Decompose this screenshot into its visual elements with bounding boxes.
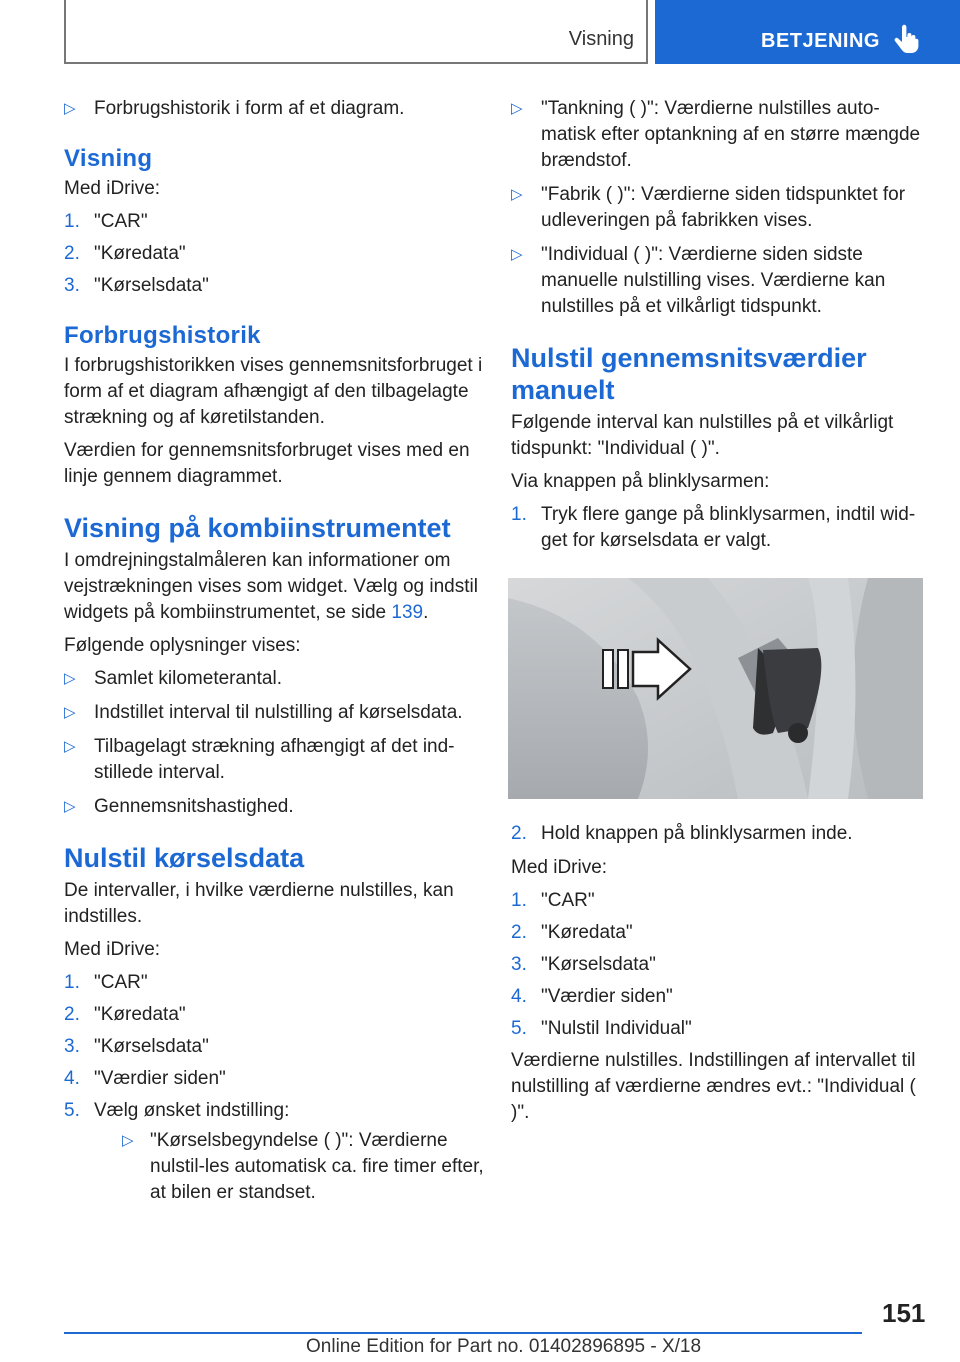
- list-item: 5. "Nulstil Individual": [511, 1018, 692, 1039]
- lever-illustration-svg: [508, 578, 923, 799]
- heading-nulstil-korselsdata: Nulstil kørselsdata: [64, 843, 305, 873]
- footer-edition-text: Online Edition for Part no. 01402896895 - X/18: [306, 1336, 702, 1357]
- list-item: 3. "Kørselsdata": [64, 1036, 209, 1057]
- bullet-item: ▷ Gennemsnitshastighed.: [64, 794, 484, 820]
- turn-signal-lever-illustration: [508, 578, 923, 799]
- list-item: 1. "CAR": [64, 972, 148, 993]
- bullet-marker-icon: ▷: [64, 704, 76, 721]
- heading-kombiinstrument: Visning på kombiinstrumentet: [64, 513, 451, 543]
- list-item: 2. Hold knappen på blinklysarmen inde.: [511, 823, 853, 844]
- bullet-item: ▷ Tilbagelagt strækning afhængigt af det ind-stillede interval.: [64, 736, 455, 783]
- paragraph: Via knappen på blinklysarmen:: [511, 471, 770, 492]
- list-item: 2. "Køredata": [64, 1004, 186, 1025]
- heading-nulstil-manuelt: Nulstil gennemsnitsværdier manuelt: [511, 343, 867, 405]
- footer-divider: [64, 1332, 862, 1334]
- step-list: [64, 209, 484, 299]
- bullet-marker-icon: ▷: [64, 798, 76, 815]
- list-item: 3. "Kørselsdata": [511, 954, 656, 975]
- step-list: [511, 888, 923, 1042]
- list-item: 5. Vælg ønsket indstilling: ▷ "Kørselsbegyndelse ( )": Værdierne nulstil-les automatisk ca. fire timer efter, at bilen er standset.: [64, 1098, 484, 1206]
- paragraph: Følgende interval kan nulstilles på et vilkårligt tidspunkt: "Individual ( )".: [511, 412, 894, 459]
- paragraph: I omdrejningstalmåleren kan informationer om vejstrækningen vises som widget. Vælg og indstil widgets på kombiinstrumentet, se side 139.: [64, 550, 478, 623]
- left-column: [64, 96, 484, 1214]
- right-column: [511, 96, 923, 1133]
- paragraph: Med iDrive:: [511, 857, 608, 878]
- bullet-item: ▷ Forbrugshistorik i form af et diagram.: [64, 96, 484, 122]
- sub-bullet-item: ▷ "Kørselsbegyndelse ( )": Værdierne nulstil-les automatisk ca. fire timer efter, at bilen er standset.: [122, 1130, 484, 1203]
- heading-forbrugshistorik: Forbrugshistorik: [64, 322, 261, 349]
- bullet-marker-icon: ▷: [64, 738, 76, 755]
- bullet-item: ▷ Samlet kilometerantal.: [64, 666, 484, 692]
- list-item: 1. "CAR": [511, 890, 595, 911]
- bullet-marker-icon: ▷: [64, 670, 76, 687]
- list-item: 2. "Køredata": [64, 243, 186, 264]
- bullet-marker-icon: ▷: [511, 246, 523, 263]
- page-link[interactable]: 139: [391, 602, 424, 623]
- list-item: 4. "Værdier siden": [511, 986, 673, 1007]
- chapter-tab-label: BETJENING: [761, 30, 880, 52]
- header-section-title: Visning: [568, 28, 634, 50]
- heading-visning: Visning: [64, 145, 153, 172]
- list-item: 1. Tryk flere gange på blinklysarmen, indtil wid-get for kørselsdata er valgt.: [511, 504, 916, 551]
- bullet-marker-icon: ▷: [122, 1132, 134, 1149]
- hand-pointer-icon: [893, 24, 919, 54]
- paragraph: Med iDrive:: [64, 178, 161, 199]
- paragraph: Følgende oplysninger vises:: [64, 635, 301, 656]
- paragraph: Værdierne nulstilles. Indstillingen af intervallet til nulstilling af værdierne ændres evt.: "Individual ( )".: [511, 1050, 916, 1123]
- paragraph: Med iDrive:: [64, 939, 161, 960]
- bullet-item: ▷ "Tankning ( )": Værdierne nulstilles auto-matisk efter optankning af en større mængde brændstof.: [511, 98, 921, 171]
- bullet-item: ▷ Indstillet interval til nulstilling af kørselsdata.: [64, 700, 484, 726]
- bullet-marker-icon: ▷: [511, 186, 523, 203]
- step-list: [64, 970, 484, 1206]
- paragraph: De intervaller, i hvilke værdierne nulstilles, kan indstilles.: [64, 880, 454, 927]
- bullet-marker-icon: ▷: [511, 100, 523, 117]
- paragraph: Værdien for gennemsnitsforbruget vises med en linje gennem diagrammet.: [64, 440, 470, 487]
- chapter-tab: [655, 0, 960, 64]
- list-item: 1. "CAR": [64, 211, 148, 232]
- list-item: 2. "Køredata": [511, 922, 633, 943]
- bullet-item: ▷ "Fabrik ( )": Værdierne siden tidspunktet for udleveringen på fabrikken vises.: [511, 184, 906, 231]
- header-frame: [64, 0, 648, 64]
- bullet-marker-icon: ▷: [64, 100, 76, 117]
- list-item: 4. "Værdier siden": [64, 1068, 226, 1089]
- paragraph: I forbrugshistorikken vises gennemsnitsforbruget i form af et diagram afhængigt af den tilbagelagte strækning og af køretilstanden.: [64, 355, 483, 428]
- list-item: 3. "Kørselsdata": [64, 275, 209, 296]
- bullet-item: ▷ "Individual ( )": Værdierne siden sidste manuelle nulstilling vises. Værdierne kan nulstilles på et vilkårligt tidspunkt.: [511, 244, 886, 317]
- page-number: 151: [882, 1298, 926, 1328]
